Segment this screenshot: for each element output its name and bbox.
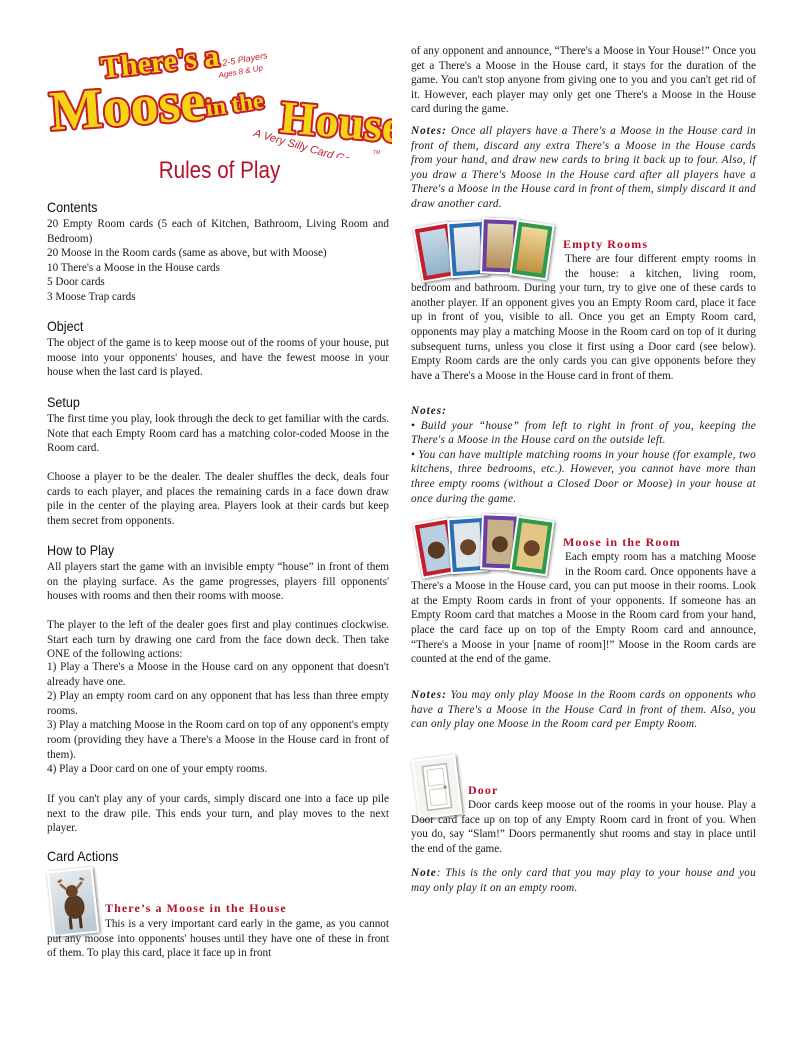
contents-line: 20 Moose in the Room cards (same as above, but with Moose)	[47, 247, 327, 260]
setup-paragraph-1: The first time you play, look through the deck to get familiar with the cards. Note that each Empty Room card has a matching color-coded Moose in the Room card.	[47, 413, 389, 455]
object-text: The object of the game is to keep moose out of the rooms of your house, put moose into your opponents' houses, and have the fewest moose in your house when the last card is played.	[47, 337, 389, 379]
howto-paragraph-2: The player to the left of the dealer goes first and play continues clockwise. Start each turn by drawing one card from the face down deck. Then take ONE of the following actions:	[47, 619, 389, 661]
logo-line1: There's a	[99, 46, 221, 85]
notes-text: Once all players have a There's a Moose in the House card in front of them, discard any extra There's a Moose in the House cards from your hand, and draw new cards to bring it back up to four. Also, if you draw a There's Moose in the House card after all players have a There's a Moose in the House card in front of them, simply discard it and draw another card.	[411, 125, 756, 210]
notes-label: Notes:	[411, 405, 447, 417]
wrap-spacer	[411, 252, 565, 281]
empty-rooms-title: Empty Rooms	[563, 237, 649, 251]
wrap-spacer	[411, 550, 565, 579]
contents-list	[47, 217, 389, 305]
contents-heading: Contents	[47, 199, 98, 215]
notes-label: Notes:	[411, 125, 447, 137]
action-item: 2) Play an empty room card on any opponent that has less than three empty rooms.	[47, 690, 389, 717]
door-notes	[411, 866, 756, 895]
notes-text: You may only play Moose in the Room cards on opponents who have a There's a Moose in the House Card in front of them. Also, you can only play one Moose in the Room card per Empty Room.	[411, 689, 756, 731]
empty-rooms-notes	[411, 404, 756, 506]
moose-house-text: This is a very important card early in the game, as you cannot put any moose into opponents' houses until they have one of these in front of them. To play this card, place it face up in front	[47, 918, 389, 960]
moose-house-body	[47, 917, 389, 961]
logo-tagline: A Very Silly Card Game	[252, 127, 367, 158]
action-list	[47, 660, 389, 777]
notes-text: : This is the only card that you may play to your house and you may only play it on an empty room.	[411, 867, 756, 894]
contents-line: 5 Door cards	[47, 276, 105, 289]
setup-heading: Setup	[47, 394, 80, 410]
contents-line: 10 There's a Moose in the House cards	[47, 261, 220, 274]
moose-room-notes	[411, 688, 756, 732]
moose-house-title: There’s a Moose in the House	[105, 901, 287, 915]
howto-heading: How to Play	[47, 542, 115, 558]
moose-room-text: Each empty room has a matching Moose in the Room card. Once opponents have a There's a Moose in the House card, you can put moose in their rooms. Look at the Empty Room cards in front of your opponents. If someone has an Empty Room card that matches a Moose in the Room card from your hand, place the card face up on top of the Empty Room card and announce, “There's a Moose in your [name of room]!” Moose in the Room cards are counted at the end of the game.	[411, 551, 756, 666]
logo-players: 2-5 Players	[221, 50, 269, 68]
action-item: 3) Play a matching Moose in the Room card on top of any opponent's empty room (providing they have a There's a Moose in the House card in front of them).	[47, 719, 389, 761]
logo-tm: TM	[373, 150, 381, 156]
door-text: Door cards keep moose out of the rooms in your house. Play a Door card face up on top of any Empty Room card in front of you. When you do, say “Slam!” Doors permanently shut rooms and stay in place until the end of the game.	[411, 799, 756, 855]
logo-ages: Ages 8 & Up	[217, 63, 264, 80]
notes-label: Note	[411, 867, 437, 879]
action-item: 1) Play a There's a Moose in the House card on any opponent that doesn't already have one.	[47, 661, 389, 688]
wrap-spacer	[411, 798, 468, 812]
contents-line: 3 Moose Trap cards	[47, 290, 136, 303]
card-actions-heading: Card Actions	[47, 848, 119, 864]
notes-label: Notes:	[411, 689, 447, 701]
logo-in-the: in the	[204, 88, 266, 122]
howto-paragraph-3: If you can't play any of your cards, simply discard one into a face up pile next to the draw pile. This ends your turn, and play moves to the next player.	[47, 793, 389, 835]
logo-house: House	[278, 91, 392, 153]
page-title: Rules of Play	[158, 157, 281, 184]
door-title: Door	[468, 783, 499, 797]
notes-bullet: • You can have multiple matching rooms in your house (for example, two kitchens, three bedrooms, etc.). However, you cannot have more than three empty rooms (without a Closed Door or Moose) in your house at once during the game.	[411, 448, 756, 505]
empty-rooms-text: There are four different empty rooms in the house: a kitchen, living room, bedroom and bathroom. During your turn, try to give one of these cards to another player. If an opponent gives you an Empty Room card, place it face up in front of you, visible to all. Once you get an Empty Room card, opponents may play a matching Moose in the Room card on top of it during subsequent turns, unless you close it first using a Door card (see below). Empty Room cards are the only cards you can give opponents before they have a There's a Moose in the House card in front of them.	[411, 253, 756, 382]
setup-paragraph-2: Choose a player to be the dealer. The dealer shuffles the deck, deals four cards to each player, and places the remaining cards in a face down draw pile in the center of the playing area. Players look at their cards but keep them secret from opponents.	[47, 471, 389, 527]
notes-bullet: • Build your “house” from left to right in front of you, keeping the There's a Moose in the House card on the outside left.	[411, 419, 756, 447]
moose-house-text-continued: of any opponent and announce, “There's a Moose in Your House!” Once you get a There's a Moose in the House card, it stays for the duration of the game. You can't stop anyone from giving one to you and you can't get rid of it. However, each player may only get one There's a Moose in the House card during the game.	[411, 45, 756, 116]
action-item: 4) Play a Door card on one of your empty rooms.	[47, 763, 268, 776]
logo-moose: Moose	[47, 70, 208, 143]
object-heading: Object	[47, 318, 84, 334]
howto-paragraph-1: All players start the game with an invisible empty “house” in front of them on the playing surface. As the game progresses, players fill opponents' houses with rooms and then their rooms with moose.	[47, 561, 389, 603]
game-logo	[47, 46, 392, 158]
moose-house-notes	[411, 124, 756, 212]
logo-artwork	[47, 46, 392, 158]
moose-room-title: Moose in the Room	[563, 535, 681, 549]
contents-line: 20 Empty Room cards (5 each of Kitchen, Bathroom, Living Room and Bedroom)	[47, 218, 389, 245]
